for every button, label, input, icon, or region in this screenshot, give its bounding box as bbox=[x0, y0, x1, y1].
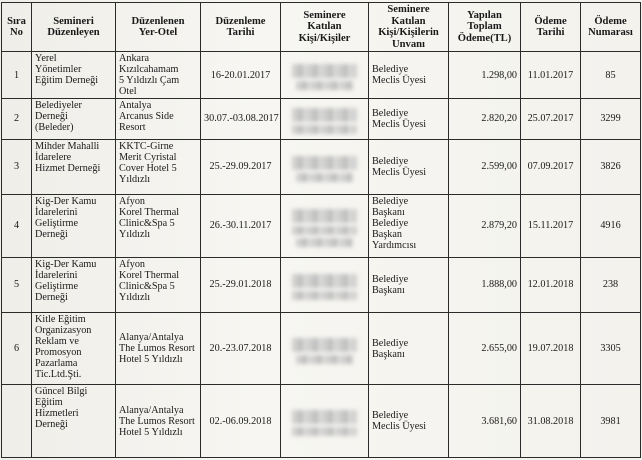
redaction-blur bbox=[292, 427, 357, 436]
cell-tutar: 1.888,00 bbox=[449, 257, 521, 312]
header-semineri-duzenleyen: Semineri Düzenleyen bbox=[32, 3, 116, 52]
cell-duzenleyen: Belediyeler Derneği (Beleder) bbox=[32, 99, 116, 139]
cell-duzenleyen: Kig-Der Kamu İdarelerini Geliştirme Derneği bbox=[32, 195, 116, 257]
cell-no: 4 bbox=[2, 195, 32, 257]
cell-duzenleyen: Mihder Mahalli İdarelere Hizmet Derneği bbox=[32, 139, 116, 194]
cell-kisi-redacted bbox=[281, 139, 369, 194]
cell-odeme-no: 238 bbox=[581, 257, 641, 312]
table-row bbox=[2, 257, 641, 312]
cell-odeme-tarihi: 31.08.2018 bbox=[521, 385, 581, 458]
cell-yer: Ankara Kızılcahamam 5 Yıldızlı Çam Otel bbox=[116, 52, 201, 99]
cell-tutar: 3.681,60 bbox=[449, 385, 521, 458]
cell-unvan: Belediye Başkanı bbox=[369, 312, 449, 385]
cell-unvan: Belediye Başkanı Belediye Başkan Yardımcısı bbox=[369, 195, 449, 257]
redaction-blur bbox=[296, 355, 353, 364]
header-odeme-tarihi: Ödeme Tarihi bbox=[521, 3, 581, 52]
cell-duzenleyen: Kitle Eğitim Organizasyon Reklam ve Promosyon Pazarlama Tic.Ltd.Şti. bbox=[32, 312, 116, 385]
cell-kisi-redacted bbox=[281, 52, 369, 99]
cell-duzenleyen: Kig-Der Kamu İdarelerini Geliştirme Derneği bbox=[32, 257, 116, 312]
cell-no bbox=[2, 385, 32, 458]
cell-tarih: 20.-23.07.2018 bbox=[201, 312, 281, 385]
cell-odeme-tarihi: 07.09.2017 bbox=[521, 139, 581, 194]
cell-duzenleyen: Yerel Yönetimler Eğitim Derneği bbox=[32, 52, 116, 99]
table-row bbox=[2, 312, 641, 385]
seminar-payments-table bbox=[1, 2, 641, 458]
redaction-blur bbox=[296, 238, 353, 247]
cell-odeme-no: 3305 bbox=[581, 312, 641, 385]
cell-tarih: 02.-06.09.2018 bbox=[201, 385, 281, 458]
table-row bbox=[2, 195, 641, 257]
cell-yer: Alanya/Antalya The Lumos Resort Hotel 5 Yıldızlı bbox=[116, 385, 201, 458]
cell-kisi-redacted bbox=[281, 385, 369, 458]
cell-tutar: 2.879,20 bbox=[449, 195, 521, 257]
cell-duzenleyen: Güncel Bilgi Eğitim Hizmetleri Derneği bbox=[32, 385, 116, 458]
header-katilan-kisi: Seminere Katılan Kişi/Kişiler bbox=[281, 3, 369, 52]
cell-no: 5 bbox=[2, 257, 32, 312]
cell-tarih: 30.07.-03.08.2017 bbox=[201, 99, 281, 139]
cell-odeme-no: 3826 bbox=[581, 139, 641, 194]
cell-tarih: 16-20.01.2017 bbox=[201, 52, 281, 99]
cell-tutar: 2.599,00 bbox=[449, 139, 521, 194]
cell-odeme-no: 85 bbox=[581, 52, 641, 99]
cell-no: 3 bbox=[2, 139, 32, 194]
cell-odeme-no: 4916 bbox=[581, 195, 641, 257]
header-duzenlenen-yer: Düzenlenen Yer-Otel bbox=[116, 3, 201, 52]
cell-yer: KKTC-Girne Merit Cyristal Cover Hotel 5 Yıldızlı bbox=[116, 139, 201, 194]
table-row bbox=[2, 385, 641, 458]
cell-odeme-tarihi: 11.01.2017 bbox=[521, 52, 581, 99]
cell-kisi-redacted bbox=[281, 195, 369, 257]
cell-tarih: 25.-29.09.2017 bbox=[201, 139, 281, 194]
redaction-blur bbox=[292, 291, 357, 300]
header-odeme-numarasi: Ödeme Numarası bbox=[581, 3, 641, 52]
table-row bbox=[2, 99, 641, 139]
cell-tutar: 1.298,00 bbox=[449, 52, 521, 99]
cell-odeme-no: 3981 bbox=[581, 385, 641, 458]
cell-tutar: 2.820,20 bbox=[449, 99, 521, 139]
redaction-blur bbox=[292, 64, 357, 78]
cell-kisi-redacted bbox=[281, 312, 369, 385]
redaction-blur bbox=[292, 410, 357, 424]
cell-no: 6 bbox=[2, 312, 32, 385]
cell-unvan: Belediye Meclis Üyesi bbox=[369, 385, 449, 458]
cell-tarih: 26.-30.11.2017 bbox=[201, 195, 281, 257]
cell-no: 2 bbox=[2, 99, 32, 139]
cell-odeme-tarihi: 15.11.2017 bbox=[521, 195, 581, 257]
redaction-blur bbox=[292, 156, 357, 170]
cell-odeme-tarihi: 19.07.2018 bbox=[521, 312, 581, 385]
table-header-row bbox=[2, 3, 641, 52]
cell-yer: Alanya/Antalya The Lumos Resort Hotel 5 Yıldızlı bbox=[116, 312, 201, 385]
header-katilan-unvan: Seminere Katılan Kişi/Kişilerin Unvanı bbox=[369, 3, 449, 52]
header-duzenleme-tarihi: Düzenleme Tarihi bbox=[201, 3, 281, 52]
redaction-blur bbox=[292, 338, 357, 352]
cell-kisi-redacted bbox=[281, 99, 369, 139]
cell-odeme-tarihi: 25.07.2017 bbox=[521, 99, 581, 139]
cell-unvan: Belediye Başkanı bbox=[369, 257, 449, 312]
header-toplam-odeme: Yapılan Toplam Ödeme(TL) bbox=[449, 3, 521, 52]
cell-odeme-no: 3299 bbox=[581, 99, 641, 139]
table-row bbox=[2, 52, 641, 99]
cell-odeme-tarihi: 12.01.2018 bbox=[521, 257, 581, 312]
redaction-blur bbox=[296, 81, 353, 90]
redaction-blur bbox=[292, 274, 357, 288]
cell-tarih: 25.-29.01.2018 bbox=[201, 257, 281, 312]
header-sira-no: Sıra No bbox=[2, 3, 32, 52]
redaction-blur bbox=[292, 209, 357, 223]
cell-no: 1 bbox=[2, 52, 32, 99]
table-row bbox=[2, 139, 641, 194]
cell-tutar: 2.655,00 bbox=[449, 312, 521, 385]
cell-kisi-redacted bbox=[281, 257, 369, 312]
cell-yer: Afyon Korel Thermal Clinic&Spa 5 Yıldızlı bbox=[116, 257, 201, 312]
cell-unvan: Belediye Meclis Üyesi bbox=[369, 52, 449, 99]
redaction-blur bbox=[292, 125, 357, 134]
cell-unvan: Belediye Meclis Üyesi bbox=[369, 139, 449, 194]
cell-yer: Antalya Arcanus Side Resort bbox=[116, 99, 201, 139]
cell-yer: Afyon Korel Thermal Clinic&Spa 5 Yıldızlı bbox=[116, 195, 201, 257]
cell-unvan: Belediye Meclis Üyesi bbox=[369, 99, 449, 139]
redaction-blur bbox=[296, 173, 353, 182]
redaction-blur bbox=[292, 108, 357, 122]
redaction-blur bbox=[292, 226, 357, 235]
